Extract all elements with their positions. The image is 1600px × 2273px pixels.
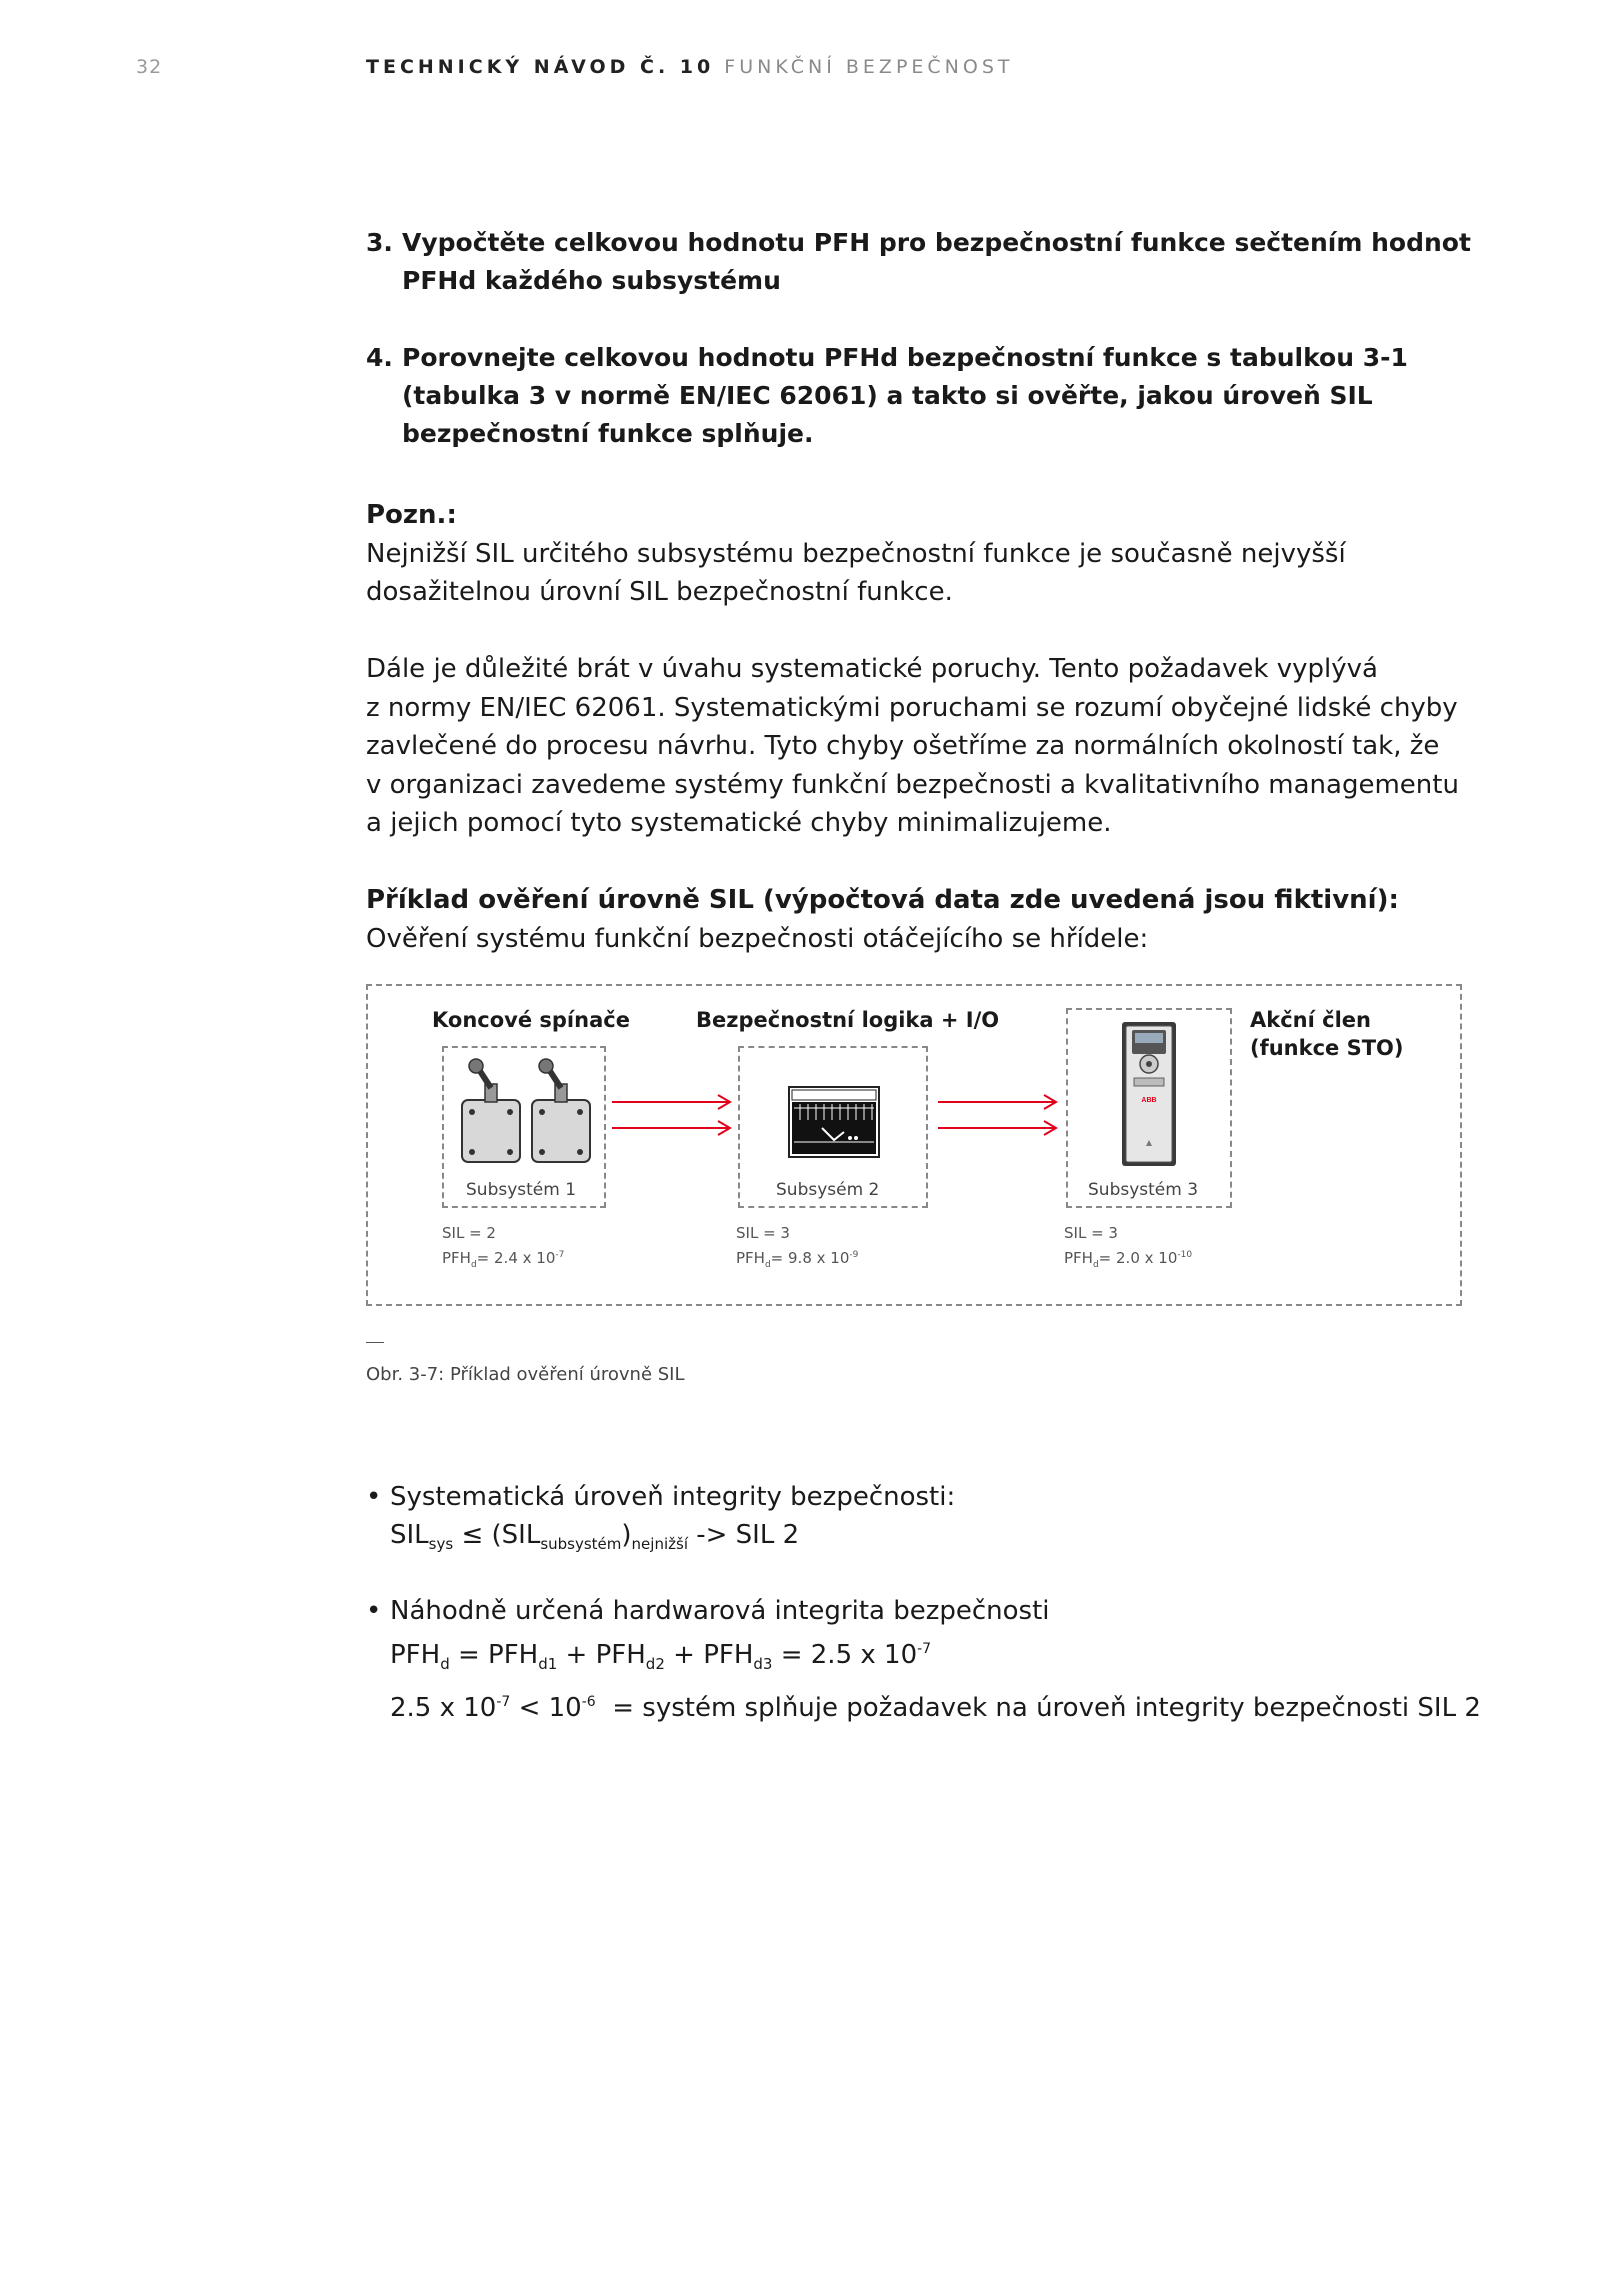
note-line: Nejnižší SIL určitého subsystému bezpečnostní funkce je současně nejvyšší [366,538,1346,569]
actuator-title-line1: Akční člen [1250,1008,1371,1032]
subsystem-1-sil: SIL = 2 [442,1224,496,1242]
step-line: Porovnejte celkovou hodnotu PFHd bezpečnostní funkce s tabulkou 3-1 [402,343,1408,372]
subsystem-2-sil: SIL = 3 [736,1224,790,1242]
example-heading: Příklad ověření úrovně SIL (výpočtová data zde uvedená jsou fiktivní): [366,885,1399,915]
bullet-systematic-integrity [366,1478,1506,1563]
abb-logo-text: ABB [1141,1097,1157,1104]
page-number: 32 [136,56,163,78]
subsystem-1-pfh: $PFH_d= 2.4$ x $10^{-7}$ [442,1249,565,1270]
drive-actuator-icon [1120,1020,1178,1168]
sil-verification-figure [366,984,1462,1306]
step-line: PFHd každého subsystému [402,266,781,295]
step-number: 4. [366,343,393,372]
example-heading-block [366,881,1486,958]
subsystem-3-values [1064,1222,1192,1276]
figure-caption: Obr. 3-7: Příklad ověření úrovně SIL [366,1364,685,1385]
group-title-limit-switches: Koncové spínače [432,1008,630,1032]
bullet-dot: • [366,1596,382,1626]
subsystem-2-pfh: $PFH_d= 9.8$ x $10^{-9}$ [736,1249,859,1270]
note-line: dosažitelnou úrovní SIL bezpečnostní funkce. [366,577,953,607]
subsystem-2-label: Subsysém 2 [776,1180,880,1200]
bullet-title: Náhodně určená hardwarová integrita bezpečnosti [390,1596,1050,1626]
caption-dash [366,1342,384,1343]
bullet-dot: • [366,1482,382,1512]
actuator-title-line2: (funkce STO) [1250,1036,1404,1060]
subsystem-3-pfh: $PFH_d= 2.0$ x $10^{-10}$ [1064,1249,1193,1270]
example-subheading: Ověření systému funkční bezpečnosti otáčejícího se hřídele: [366,923,1149,954]
safety-logic-icon [788,1086,880,1158]
bullet-formula: $SIL_{sys} \le (SIL_{subsystém})_{nejnižší}$ -> SIL 2 [390,1520,800,1553]
step-number: 3. [366,228,393,257]
paragraph-line: v organizaci zavedeme systémy funkční bezpečnosti a kvalitativního managementu [366,769,1459,800]
bullet-title: Systematická úroveň integrity bezpečnosti: [390,1482,956,1512]
paragraph-line: Dále je důležité brát v úvahu systematické poruchy. Tento požadavek vyplývá [366,654,1378,684]
bullet-formula-compare: 2.5 x $10^{-7} < 10^{-6}$ = systém splňuje požadavek na úroveň integrity bezpečnosti SIL 2 [390,1693,1481,1723]
paragraph-line: z normy EN/IEC 62061. Systematickými poruchami se rozumí obyčejné lidské chyby [366,692,1458,723]
arrows-subsystem2-to-3 [936,1094,1062,1138]
header-title-light: FUNKČNÍ BEZPEČNOST [724,56,1014,78]
step-line: (tabulka 3 v normě EN/IEC 62061) a takto si ověřte, jakou úroveň SIL [402,381,1373,410]
group-title-actuator [1250,1006,1404,1062]
step-3 [366,224,1476,300]
subsystem-3-sil: SIL = 3 [1064,1224,1118,1242]
running-header [366,56,1014,78]
step-4 [366,339,1476,453]
note-heading: Pozn.: [366,500,457,530]
paragraph-line: zavlečené do procesu návrhu. Tyto chyby ošetříme za normálních okolností tak, že [366,731,1440,761]
limit-switches-icon [458,1058,598,1168]
paragraph-line: a jejich pomocí tyto systematické chyby minimalizujeme. [366,808,1112,838]
step-text [402,339,1476,453]
group-title-safety-logic: Bezpečnostní logika + I/O [696,1008,1000,1032]
step-line: Vypočtěte celkovou hodnotu PFH pro bezpečnostní funkce sečtením hodnot [402,228,1471,257]
note [366,496,1486,612]
arrows-subsystem1-to-2 [610,1094,736,1138]
subsystem-1-values [442,1222,564,1276]
bullet-formula-sum: $PFH_d = PFH_{d1} + PFH_{d2} + PFH_{d3} = 2.5$ x $10^{-7}$ [390,1640,932,1673]
header-title-bold: TECHNICKÝ NÁVOD Č. 10 [366,56,715,78]
subsystem-3-label: Subsystém 3 [1088,1180,1199,1200]
step-line: bezpečnostní funkce splňuje. [402,419,814,448]
step-text [402,224,1476,300]
subsystem-2-values [736,1222,858,1276]
bullet-hardware-integrity [366,1592,1506,1727]
paragraph-systematic-faults [366,650,1486,843]
subsystem-1-label: Subsystém 1 [466,1180,577,1200]
